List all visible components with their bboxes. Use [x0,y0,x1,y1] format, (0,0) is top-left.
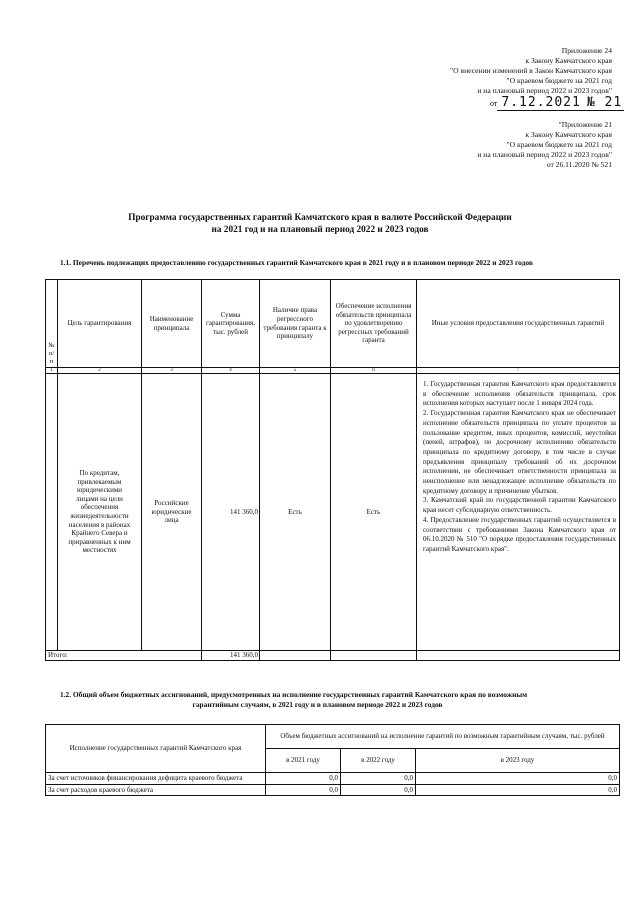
column-number: 6 [331,368,417,374]
table-header-row [46,280,620,368]
header-allocation-volume: Объем бюджетных ассигнований на исполнение гарантий по возможным гарантийным случаям, тыс. рублей [266,725,620,749]
condition-item: 3. Камчатский край по государственной гарантии Камчатского края несет субсидиарную ответственность. [423,496,616,515]
table-row [46,374,620,651]
row-value: 0,0 [416,784,620,796]
row-value: 0,0 [416,773,620,785]
header-year-2021: в 2021 году [266,749,341,773]
header-security: Обеспечение исполнения обязательств принципала по удовлетворению регрессных требований гаранта [331,280,417,368]
row-value: 0,0 [266,773,341,785]
row-label: За счет расходов краевого бюджета [46,784,266,796]
table-row [46,773,620,785]
title-line-1: Программа государственных гарантий Камчатского края в валюте Российской Федерации [128,213,512,223]
header-sum: Сумма гарантирования, тыс. рублей [202,280,260,368]
appendix-21-line: к Закону Камчатского края [525,130,612,139]
regress-right: Есть [260,374,331,651]
header-other-conditions: Иные условия предоставления государственных гарантий [417,280,620,368]
header-purpose: Цель гарантирования [58,280,142,368]
table-row [46,784,620,796]
appendix-21-line: "Приложение 21 [558,120,612,129]
appendix-24-line: "О внесении изменений в Закон Камчатского края [450,66,612,75]
principal-name: Российские юридические лица [142,374,202,651]
security-provision: Есть [331,374,417,651]
appendix-21-line: "О краевом бюджете на 2021 год [506,140,612,149]
section-1-2-heading-line-2: гарантийным случаям, в 2021 году и в плановом периоде 2022 и 2023 годов [192,699,443,709]
column-number: 5 [260,368,331,374]
total-row [46,651,620,661]
total-label: Итого: [46,651,202,661]
appendix-21-header [477,120,612,170]
section-1-2-heading [60,690,635,709]
condition-item: 2. Государственная гарантия Камчатского края не обеспечивает исполнение обязательств принципала по уплате процентов за пользование кредитом, иных процентов, комиссий, неустойки (пеней, штрафов), по досрочному исполнению обязательств принципала по кредитному договору, в том числе в случае предъявления принципалу требований об их досрочном исполнении, не обеспечивает ответственности принципала за неисполнение или ненадлежащее исполнение обязательств по кредитному договору и причинение убытков. [423,409,616,495]
handwritten-date-line [490,95,624,110]
condition-item: 4. Предоставление государственных гарантий осуществляется в соответствии с требованиями Закона Камчатского края от 06.10.2020 № 510 "О порядке предоставления государственных гарантий Камчатского края". [423,515,616,553]
title-line-2: на 2021 год и на плановый период 2022 и 2023 годов [211,224,429,235]
section-1-2-heading-line-1: 1.2. Общий объем бюджетных ассигнований, предусмотренных на исполнение государственных гарантий Камчатского края по возможным [60,690,528,699]
column-number: 3 [142,368,202,374]
header-year-2022: в 2022 году [341,749,416,773]
column-number: 1 [46,368,58,374]
appendix-21-line: и на плановый период 2022 и 2023 годов" [477,150,612,159]
column-number: 2 [58,368,142,374]
guarantee-sum: 141 360,0 [202,374,260,651]
row-value: 0,0 [341,784,416,796]
allocations-table [45,724,620,796]
row-value: 0,0 [266,784,341,796]
header-year-2023: в 2023 году [416,749,620,773]
header-execution: Исполнение государственных гарантий Камчатского края [46,725,266,773]
header-regress: Наличие права регрессного требования гаранта к принципалу [260,280,331,368]
guarantees-table [45,279,620,661]
handwritten-number: № 21 [586,95,623,110]
handwritten-date: 7.12.2021 [497,95,584,111]
document-title [0,213,640,236]
appendix-21-line: от 26.11.2020 № 521 [546,160,612,169]
section-1-1-heading: 1.1. Перечень подлежащих предоставлению государственных гарантий Камчатского края в 2021 году и в плановом периоде 2022 и 2023 годов [60,258,533,267]
appendix-24-line: и на плановый период 2022 и 2023 годов" [477,86,612,95]
guarantee-purpose: По кредитам, привлекаемым юридическими лицами на цели обеспечения жизнедеятельности населения в районах Крайнего Севера и приравненных к ним местностях [58,374,142,651]
row-label: За счет источников финансирования дефицита краевого бюджета [46,773,266,785]
header-num: № п/п [46,280,58,368]
other-conditions [417,374,620,651]
appendix-24-line: "О краевом бюджете на 2021 год [506,76,612,85]
header-principal: Наименование принципала [142,280,202,368]
column-number: 7 [417,368,620,374]
row-value: 0,0 [341,773,416,785]
row-number [46,374,58,651]
appendix-24-line: к Закону Камчатского края [525,56,612,65]
total-value: 141 360,0 [202,651,260,661]
condition-item: 1. Государственная гарантия Камчатского края предоставляется в обеспечение исполнения обязательств принципала, срок исполнения которых наступает после 1 января 2024 года. [423,380,616,408]
column-number: 4 [202,368,260,374]
table-header-row [46,725,620,749]
appendix-24-line: Приложение 24 [561,46,612,55]
appendix-24-header [450,46,612,96]
date-prefix: от [490,99,498,108]
